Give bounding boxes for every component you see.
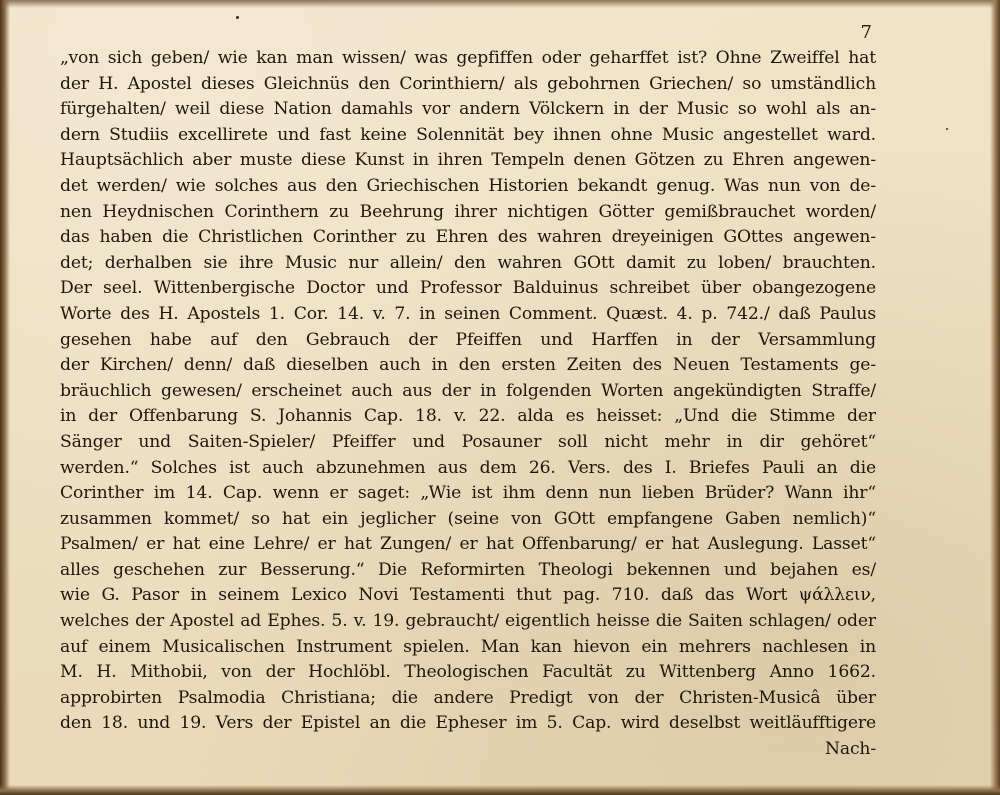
text-line: fürgehalten/ weil diese Nation damahls vor andern Völckern in der Music so wohl als an- bbox=[60, 99, 876, 120]
text-line: Corinther im 14. Cap. wenn er saget: „Wie ist ihm denn nun lieben Brüder? Wann ihr“ bbox=[60, 483, 876, 504]
text-line: der Kirchen/ denn/ daß dieselben auch in den ersten Zeiten des Neuen Testaments ge- bbox=[60, 355, 876, 376]
page-edge-top bbox=[0, 0, 1000, 8]
ink-speck bbox=[236, 16, 239, 19]
text-line: auf einem Musicalischen Instrument spielen. Man kan hievon ein mehrers nachlesen in bbox=[60, 636, 876, 657]
catchword: Nach- bbox=[824, 739, 876, 760]
text-line: werden.“ Solches ist auch abzunehmen aus dem 26. Vers. des I. Briefes Pauli an die bbox=[60, 457, 876, 478]
body-text bbox=[60, 46, 876, 763]
text-line: dern Studiis excellirete und fast keine Solennität bey ihnen ohne Music angestellet ward. bbox=[60, 124, 876, 145]
text-line: Sänger und Saiten-Spieler/ Pfeiffer und Posauner soll nicht mehr in dir gehöret“ bbox=[60, 431, 876, 452]
text-line: welches der Apostel ad Ephes. 5. v. 19. gebraucht/ eigentlich heisse die Saiten schlagen/ oder bbox=[60, 611, 876, 632]
text-line: den 18. und 19. Vers der Epistel an die Epheser im 5. Cap. wird deselbst weitläufftigere bbox=[60, 713, 876, 734]
text-line: approbirten Psalmodia Christiana; die andere Predigt von der Christen-Musicâ über bbox=[60, 687, 876, 708]
text-line: gesehen habe auf den Gebrauch der Pfeiffen und Harffen in der Versammlung bbox=[60, 329, 876, 350]
text-line: Worte des H. Apostels 1. Cor. 14. v. 7. in seinen Comment. Quæst. 4. p. 742./ daß Paulus bbox=[60, 303, 876, 324]
page-number: 7 bbox=[860, 22, 872, 43]
text-line: zusammen kommet/ so hat ein jeglicher (seine von GOtt empfangene Gaben nemlich)“ bbox=[60, 508, 876, 529]
text-line: bräuchlich gewesen/ erscheinet auch aus der in folgenden Worten angekündigten Straffe/ bbox=[60, 380, 876, 401]
text-line: Der seel. Wittenbergische Doctor und Professor Balduinus schreibet über obangezogene bbox=[60, 278, 876, 299]
text-line: wie G. Pasor in seinem Lexico Novi Testamenti thut pag. 710. daß das Wort ψάλλειν, bbox=[60, 585, 876, 606]
page-edge-bottom bbox=[0, 785, 1000, 795]
text-line: Hauptsächlich aber muste diese Kunst in ihren Tempeln denen Götzen zu Ehren angewen- bbox=[60, 150, 876, 171]
page-edge-left bbox=[0, 0, 10, 795]
ink-speck bbox=[946, 128, 948, 130]
text-line: „von sich geben/ wie kan man wissen/ was gepfiffen oder geharffet ist? Ohne Zweiffel hat bbox=[60, 48, 876, 68]
text-line: nen Heydnischen Corinthern zu Beehrung ihrer nichtigen Götter gemißbrauchet worden/ bbox=[60, 201, 876, 222]
text-line: det werden/ wie solches aus den Griechischen Historien bekandt genug. Was nun von de- bbox=[60, 175, 876, 196]
text-line: alles geschehen zur Besserung.“ Die Reformirten Theologi bekennen und bejahen es/ bbox=[60, 559, 876, 580]
text-line: der H. Apostel dieses Gleichnüs den Corinthiern/ als gebohrnen Griechen/ so umständlich bbox=[60, 73, 876, 94]
text-line: Psalmen/ er hat eine Lehre/ er hat Zungen/ er hat Offenbarung/ er hat Auslegung. Lasset“ bbox=[60, 534, 876, 555]
text-line: det; derhalben sie ihre Music nur allein/ den wahren GOtt damit zu loben/ brauchten. bbox=[60, 252, 876, 273]
text-line: M. H. Mithobii, von der Hochlöbl. Theologischen Facultät zu Wittenberg Anno 1662. bbox=[60, 662, 876, 683]
text-line: das haben die Christlichen Corinther zu Ehren des wahren dreyeinigen GOttes angewen- bbox=[60, 227, 876, 248]
page-edge-right bbox=[990, 0, 1000, 795]
text-line: in der Offenbarung S. Johannis Cap. 18. v. 22. alda es heisset: „Und die Stimme der bbox=[60, 406, 876, 427]
